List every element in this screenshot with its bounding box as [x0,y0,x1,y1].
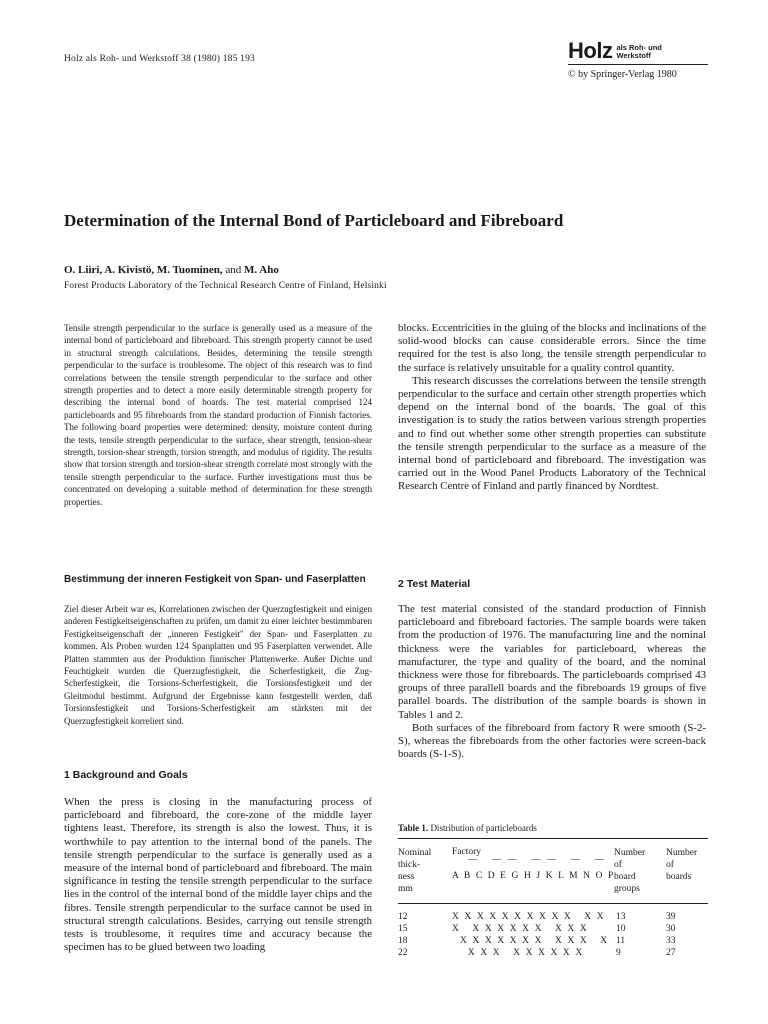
cell-groups: 10 [616,924,626,934]
cell-boards: 27 [666,948,676,958]
paper-title: Determination of the Internal Bond of Particleboard and Fibreboard [64,211,564,230]
table-row [398,912,708,924]
authors: O. Liiri, A. Kivistö, M. Tuominen, and M. Aho [64,264,279,276]
table-row [398,948,708,960]
section-2-body [398,603,706,761]
section-1-continued [398,322,706,494]
copyright: © by Springer-Verlag 1980 [568,69,677,80]
table-1 [398,838,708,960]
cell-factory-marks: X X X X X X X X X X X [452,936,609,946]
english-abstract: Tensile strength perpendicular to the surface is generally used as a measure of the internal bond of particleboard and fibreboard. This strength property cannot be used in structural strength calculations. Besides, determining the tensile strength perpendicular to the surface is troublesome. The object of this research was to find correlations between the tensile strength perpendicular to the surface and other strength properties and to detect a more easily determinable strength property for describing the internal bond of boards. The test material comprised 124 particleboards and 95 fibreboards from the standard production of Finnish factories. The following board properties were determined: density, moisture content during the tests, tensile strength perpendicular to the surface, shear strength, tension-shear strength, torsion-shear strength, torsion strength, and modulus of rigidity. The results show that torsion strength and torsion-shear strength correlate most strongly with the tensile strength perpendicular to the surface. Further investigations must thus be concentrated on developing a suitable method of determination for these strength properties. [64,323,372,507]
cell-groups: 11 [616,936,626,946]
cell-factory-marks: X X X X X X X X X X [452,924,589,934]
affiliation: Forest Products Laboratory of the Technical Research Centre of Finland, Helsinki [64,281,387,291]
section-1-para-2: This research discusses the correlations between the tensile strength perpendicular to the surface and certain other strength properties which depend on the internal bond of the boards. The goal of this investigation is to study the ratios between various strength properties and to find out whether some other strength properties can substitute the tensile strength perpendicular to the surface as a measure of the internal bond of particleboard and fibreboard. The investigation was carried out in the Wood Panel Products Laboratory of the Technical Research Centre of Finland and partly financed by Nordtest. [398,374,706,493]
table-row [398,924,708,936]
logo-rule [568,64,708,65]
header-number-of-groups: Number of board groups [614,848,646,894]
cell-groups: 13 [616,912,626,922]
cell-factory-marks: X X X X X X X X X [452,948,584,958]
cell-groups: 9 [616,948,621,958]
table-1-caption: Table 1. Distribution of particleboards [398,823,537,833]
section-2-heading: 2 Test Material [398,578,471,590]
cell-thickness: 15 [398,924,408,934]
german-title: Bestimmung der inneren Festigkeit von Span- und Faserplatten [64,574,366,585]
cell-thickness: 22 [398,948,408,958]
section-1-body: When the press is closing in the manufacturing process of particleboard and fibreboard, the core-zone of the middle layer tightens least. Therefore, its strength is also the lowest. Thus, it is worthwhile to pay attention to the internal bond of the panels. The tensile strength perpendicular to the surface is generally used as a measure of the internal bond of particleboard and fibreboard. The main significance in testing the tensile strength perpendicular to the surface lies in the control of the internal bond of the middle layer chips and the fibres. Tensile strength perpendicular to the surface cannot be used in structural strength calculations. Besides, carrying out tensile strength tests is troublesome, it requires time and accuracy because the specimen has to be glued between two loading [64,796,372,954]
header-factory-letters: A B C D E G H J K L M N O P [452,871,615,881]
logo-subtitle: als Roh- und Werkstoff [616,43,662,60]
table-row [398,936,708,948]
cell-boards: 33 [666,936,676,946]
section-2-para-1: The test material consisted of the standard production of Finnish particleboard and fibreboard factories. The sample boards were taken from the production of 1976. The manufacturing line and the nominal thickness were the variables for particleboard, whereas the manufacturer, the type and quality of the board, and the nominal thickness were those for fibreboards. The particleboards comprised 43 groups of three parallell boards and the fibreboards 19 groups of five parallel boards. The distribution of the sample boards is shown in Tables 1 and 2. [398,603,706,721]
german-abstract: Ziel dieser Arbeit war es, Korrelationen zwischen der Querzugfestigkeit und einigen anderen Festigkeitseigenschaften zu prüfen, um damit zu einer leichter bestimmbaren Festigkeitseigenschaft der „inneren Festigkeit" der Span- und Faserplatten zu kommen. Als Proben wurden 124 Spanplatten und 95 Faserplatten verwendet. Alle Platten stammten aus der Produktion finnischer Plattenwerke. Außer Dichte und Feuchtigkeit wurden die Querzugfestigkeit, die Scherfestigkeit, die Zug-Scherfestigkeit, die Torsions-Scherfestigkeit, die Torsionsfestigkeit und der Gleitmodul bestimmt. Aufgrund der Ergebnisse kann festgestellt werden, daß Torsionsfestigkeit und Torsions-Scherfestigkeit am stärksten mit der Querzugfestigkeit korreliert sind. [64,604,372,726]
header-factory: Factory [452,847,482,857]
cell-boards: 30 [666,924,676,934]
header-nominal-thickness: Nominal thick- ness mm [398,848,432,894]
cell-boards: 39 [666,912,676,922]
cell-thickness: 18 [398,936,408,946]
section-2-para-2: Both surfaces of the fibreboard from factory R were smooth (S-2-S), whereas the fibreboards from the other factories were screen-back boards (S-1-S). [398,721,706,761]
journal-reference: Holz als Roh- und Werkstoff 38 (1980) 185 193 [64,54,256,64]
header-factory-dashes: — —— —— — — [468,855,610,865]
section-1-continued-para: blocks. Eccentricities in the gluing of the blocks and inclinations of the solid-wood blocks can cause considerable errors. Since the time required for the test is also long, the tensile strength perpendicular to the surface is relatively unsuitable for a quality control quantity. [398,322,706,374]
cell-factory-marks: X X X X X X X X X X X X [452,912,606,922]
journal-logo [568,40,708,80]
logo-wordmark: Holz [568,38,613,63]
section-1-heading: 1 Background and Goals [64,769,188,781]
table-header [398,839,708,903]
header-number-of-boards: Number of boards [666,848,698,882]
cell-thickness: 12 [398,912,408,922]
